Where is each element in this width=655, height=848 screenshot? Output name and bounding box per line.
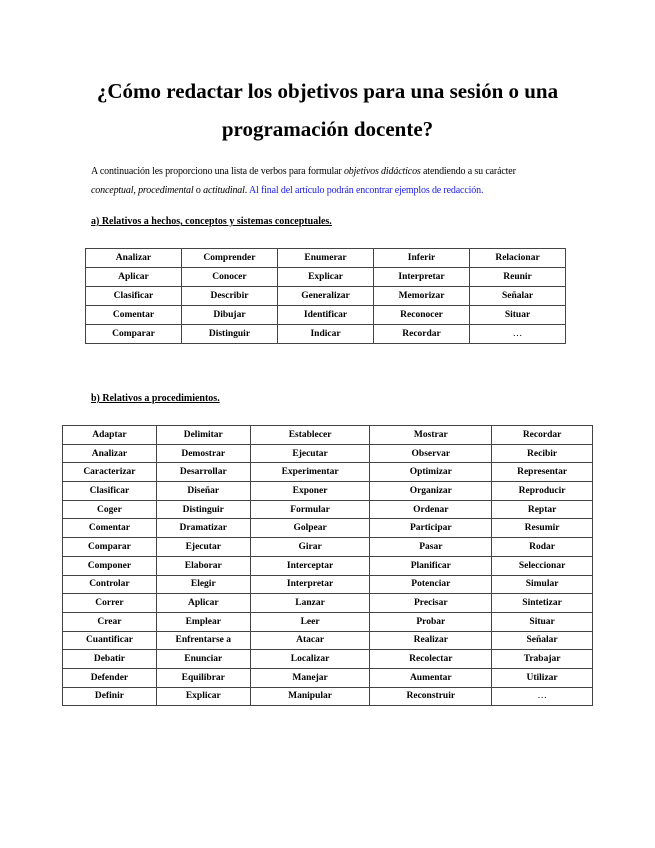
title-line-1: ¿Cómo redactar los objetivos para una sesión o una	[96, 79, 559, 103]
table-row	[63, 463, 593, 482]
table-cell: Exponer	[250, 482, 370, 501]
table-cell: …	[470, 325, 566, 344]
table-cell: Precisar	[370, 594, 492, 613]
table-cell: Rodar	[492, 538, 593, 557]
table-cell: Distinguir	[156, 500, 250, 519]
table-cell: Adaptar	[63, 426, 157, 445]
table-cell: Lanzar	[250, 594, 370, 613]
table-cell: Organizar	[370, 482, 492, 501]
table-row	[63, 668, 593, 687]
table-cell: Establecer	[250, 426, 370, 445]
table-cell: Demostrar	[156, 444, 250, 463]
table-cell: Inferir	[374, 249, 470, 268]
table-row	[63, 500, 593, 519]
table-cell: Componer	[63, 556, 157, 575]
table-cell: Indicar	[278, 325, 374, 344]
table-cell: Representar	[492, 463, 593, 482]
table-cell: Comparar	[86, 325, 182, 344]
table-cell: Recibir	[492, 444, 593, 463]
table-cell: Reunir	[470, 268, 566, 287]
table-cell: Generalizar	[278, 287, 374, 306]
table-cell: Ejecutar	[156, 538, 250, 557]
table-cell: Equilibrar	[156, 668, 250, 687]
table-cell: Describir	[181, 287, 277, 306]
table-row	[86, 249, 566, 268]
table-row	[63, 594, 593, 613]
table-cell: Aplicar	[156, 594, 250, 613]
table-cell: Observar	[370, 444, 492, 463]
table-cell: Reconstruir	[370, 687, 492, 706]
table-cell: Golpear	[250, 519, 370, 538]
table-cell: Reconocer	[374, 306, 470, 325]
table-cell: Reproducir	[492, 482, 593, 501]
table-cell: Memorizar	[374, 287, 470, 306]
table-cell: Cuantificar	[63, 631, 157, 650]
intro-italic-actitudinal: actitudinal	[203, 185, 245, 196]
section-b-heading: b) Relativos a procedimientos.	[91, 393, 220, 404]
intro-paragraph	[91, 162, 571, 200]
table-cell: Formular	[250, 500, 370, 519]
table-cell: Enunciar	[156, 650, 250, 669]
table-cell: Crear	[63, 612, 157, 631]
table-cell: Coger	[63, 500, 157, 519]
table-row	[63, 444, 593, 463]
table-cell: Conocer	[181, 268, 277, 287]
table-cell: Definir	[63, 687, 157, 706]
table-cell: Comparar	[63, 538, 157, 557]
table-cell: Trabajar	[492, 650, 593, 669]
table-cell: Comentar	[86, 306, 182, 325]
table-cell: Realizar	[370, 631, 492, 650]
table-cell: Controlar	[63, 575, 157, 594]
intro-italic-conceptual: conceptual	[91, 185, 134, 196]
table-cell: Planificar	[370, 556, 492, 575]
table-cell: Optimizar	[370, 463, 492, 482]
table-cell: Manipular	[250, 687, 370, 706]
table-cell: Analizar	[86, 249, 182, 268]
intro-text-2: atendiendo a su carácter	[420, 166, 516, 177]
table-cell: Correr	[63, 594, 157, 613]
table-cell: Diseñar	[156, 482, 250, 501]
table-cell: Señalar	[470, 287, 566, 306]
intro-sep-2: o	[193, 185, 204, 196]
table-cell: Seleccionar	[492, 556, 593, 575]
table-cell: Aumentar	[370, 668, 492, 687]
table-cell: Analizar	[63, 444, 157, 463]
table-row	[63, 426, 593, 445]
table-cell: Elegir	[156, 575, 250, 594]
table-cell: Dibujar	[181, 306, 277, 325]
table-row	[63, 687, 593, 706]
page-title	[60, 72, 595, 148]
table-cell: Comprender	[181, 249, 277, 268]
table-cell: Interpretar	[374, 268, 470, 287]
table-cell: Ejecutar	[250, 444, 370, 463]
table-cell: Situar	[492, 612, 593, 631]
intro-end: .	[244, 185, 249, 196]
table-cell: Atacar	[250, 631, 370, 650]
table-cell: Participar	[370, 519, 492, 538]
table-cell: Explicar	[156, 687, 250, 706]
concepts-verbs-table	[85, 248, 566, 344]
intro-sep-1: ,	[133, 185, 139, 196]
table-cell: Experimentar	[250, 463, 370, 482]
table-cell: Enumerar	[278, 249, 374, 268]
table-cell: Interpretar	[250, 575, 370, 594]
table-row	[63, 482, 593, 501]
table-cell: Interceptar	[250, 556, 370, 575]
table-cell: Caracterizar	[63, 463, 157, 482]
table-cell: Clasificar	[86, 287, 182, 306]
table-row	[86, 268, 566, 287]
table-cell: Enfrentarse a	[156, 631, 250, 650]
table-cell: Utilizar	[492, 668, 593, 687]
table-cell: Simular	[492, 575, 593, 594]
table-cell: Recordar	[374, 325, 470, 344]
table-cell: Sintetizar	[492, 594, 593, 613]
table-row	[63, 650, 593, 669]
table-cell: Explicar	[278, 268, 374, 287]
table-row	[86, 325, 566, 344]
table-cell: Aplicar	[86, 268, 182, 287]
table-row	[63, 631, 593, 650]
table-row	[63, 519, 593, 538]
table-cell: Desarrollar	[156, 463, 250, 482]
table-cell: Elaborar	[156, 556, 250, 575]
table-row	[86, 306, 566, 325]
table-cell: Recordar	[492, 426, 593, 445]
table-cell: Delimitar	[156, 426, 250, 445]
intro-italic-procedimental: procedimental	[138, 185, 194, 196]
table-cell: Dramatizar	[156, 519, 250, 538]
table-cell: Defender	[63, 668, 157, 687]
table-cell: Girar	[250, 538, 370, 557]
table-cell: Ordenar	[370, 500, 492, 519]
table-row	[63, 556, 593, 575]
procedures-verbs-table	[62, 425, 593, 706]
table-cell: Mostrar	[370, 426, 492, 445]
table-cell: Señalar	[492, 631, 593, 650]
table-cell: Relacionar	[470, 249, 566, 268]
table-cell: Potenciar	[370, 575, 492, 594]
table-cell: Localizar	[250, 650, 370, 669]
table-cell: Recolectar	[370, 650, 492, 669]
intro-italic-objetivos: objetivos didácticos	[343, 166, 421, 177]
table-cell: Resumir	[492, 519, 593, 538]
table-cell: Situar	[470, 306, 566, 325]
table-cell: Comentar	[63, 519, 157, 538]
section-a-heading: a) Relativos a hechos, conceptos y sistemas conceptuales.	[91, 216, 332, 227]
table-row	[63, 612, 593, 631]
table-cell: …	[492, 687, 593, 706]
examples-link[interactable]: Al final del artículo podrán encontrar ejemplos de redacción.	[248, 185, 484, 196]
table-cell: Pasar	[370, 538, 492, 557]
table-cell: Distinguir	[181, 325, 277, 344]
table-cell: Debatir	[63, 650, 157, 669]
intro-text-1: A continuación les proporciono una lista de verbos para formular	[91, 166, 344, 177]
table-cell: Clasificar	[63, 482, 157, 501]
title-line-2: programación docente?	[221, 117, 434, 141]
table-row	[63, 575, 593, 594]
table-cell: Identificar	[278, 306, 374, 325]
table-cell: Emplear	[156, 612, 250, 631]
table-cell: Manejar	[250, 668, 370, 687]
table-cell: Leer	[250, 612, 370, 631]
table-row	[63, 538, 593, 557]
table-cell: Probar	[370, 612, 492, 631]
table-cell: Reptar	[492, 500, 593, 519]
table-row	[86, 287, 566, 306]
